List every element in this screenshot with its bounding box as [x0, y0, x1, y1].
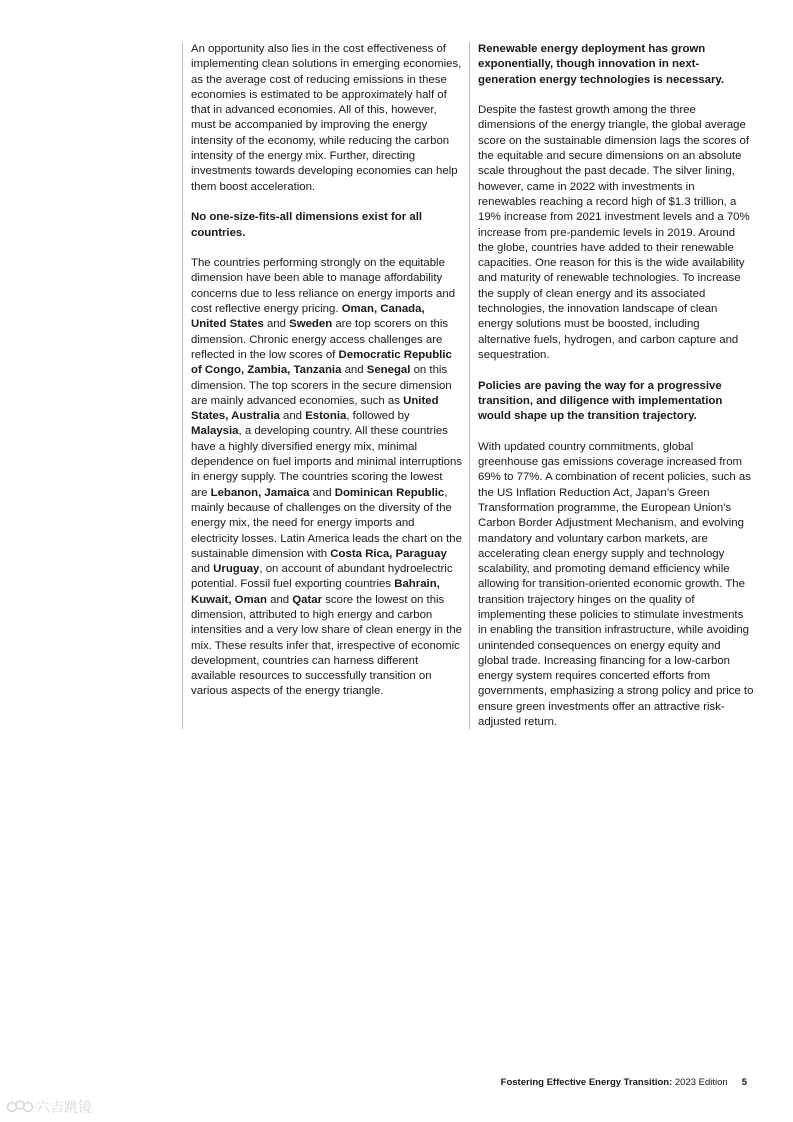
bold-country: Bahrain, Kuwait, Oman: [191, 578, 440, 606]
text-run: The countries performing strongly on the equitable dimension have been able to manage affordability concerns due to less reliance on energy imports and cost reflective energy pricing.: [191, 257, 456, 316]
bold-country: Qatar: [292, 593, 323, 606]
text-run: , followed by: [346, 410, 410, 423]
bold-country: Oman, Canada, United States: [191, 303, 425, 331]
footer-edition: 2023 Edition: [672, 1077, 728, 1088]
text-run: on this dimension. The top scorers in the secure dimension are mainly advanced economies, such as: [191, 364, 452, 407]
page-number: 5: [741, 1077, 747, 1088]
text-run: and: [191, 563, 214, 576]
left-paragraph-1: An opportunity also lies in the cost effectiveness of implementing clean solutions in emerging economies, as the average cost of reducing emissions in these economies is estimated to be approximately half of that in advanced economies. All of this, however, must be accompanied by improving the energy intensity of the economy, while reducing the carbon intensity of the energy mix. Further, directing investments towards developing economies can help them boost acceleration.: [191, 43, 462, 193]
watermark-text: 六吉跳镜: [36, 1100, 92, 1116]
watermark-logo-icon: [6, 1096, 106, 1118]
text-run: and: [266, 593, 293, 606]
text-run: , a developing country. All these countries have a highly diversified energy mix, minimal dependence on fuel imports and minimal interruptions in energy supply. The countries scoring the lowest are: [191, 425, 463, 499]
text-run: , on account of abundant hydroelectric potential. Fossil fuel exporting countries: [191, 563, 453, 591]
text-run: and: [263, 318, 290, 331]
right-paragraph-2: With updated country commitments, global greenhouse gas emissions coverage increased from 69% to 77%. A combination of recent policies, such as the US Inflation Reduction Act, Japan’s Green Transformation programme, the European Union’s Carbon Border Adjustment Mechanism, and evolving mandatory and voluntary carbon markets, are accelerating clean energy supply and technology scalability, and promoting demand efficiency while allowing for transition-oriented economic growth. The transition trajectory hinges on the quality of implementing these policies to stimulate investments in enabling the transition infrastructure, while avoiding unintended consequences on energy equity and global trade. Increasing financing for a low-carbon energy system requires concerted efforts from governments, emphasizing a strong policy and price to ensure green investments offer an attractive risk-adjusted return.: [478, 440, 754, 729]
bold-country: Dominican Republic: [334, 486, 445, 499]
right-paragraph-1: Despite the fastest growth among the three dimensions of the energy triangle, the global average score on the sustainable dimension lags the scores of the equitable and secure dimensions on an absolute scale throughout the past decade. The silver lining, however, came in 2022 with investments in renewables reaching a record high of $1.3 trillion, a 19% increase from 2021 investment levels and a 70% increase from pre-pandemic levels in 2019. Around the globe, countries have added to their renewable capacities. One reason for this is the wide availability and maturity of renewable technologies. To increase the supply of clean energy and its associated technologies, the innovation landscape of clean energy solutions must be boosted, including alternative fuels, hydrogen, and carbon capture and sequestration.: [478, 104, 750, 361]
text-run: score the lowest on this dimension, attributed to high energy and carbon intensities and a very low share of clean energy in the mix. These results infer that, irrespective of economic development, countries can harness different available resources to successfully transition on various aspects of the energy triangle.: [191, 593, 463, 698]
bold-country: Sweden: [289, 318, 333, 331]
text-run: and: [279, 410, 306, 423]
bold-country: Malaysia: [191, 425, 239, 438]
right-column: [469, 42, 754, 729]
bold-country: Estonia: [305, 410, 347, 423]
bold-country: Senegal: [366, 364, 411, 377]
bold-country: Costa Rica, Paraguay: [330, 547, 447, 560]
footer-report-title: Fostering Effective Energy Transition:: [500, 1077, 673, 1088]
left-column: [182, 42, 462, 729]
text-run: and: [309, 486, 335, 499]
bold-country: Uruguay: [213, 563, 260, 576]
bold-country: United States, Australia: [191, 394, 439, 423]
text-run: and: [341, 364, 367, 377]
bold-country: Democratic Republic of Congo, Zambia, Tanzania: [191, 348, 452, 377]
left-heading-1: No one-size-fits-all dimensions exist for all countries.: [191, 211, 423, 239]
left-paragraph-2: [191, 256, 462, 700]
bold-country: Lebanon, Jamaica: [210, 486, 310, 499]
right-heading-1: Renewable energy deployment has grown exponentially, though innovation in next-generation energy technologies is necessary.: [478, 43, 725, 86]
right-heading-2: Policies are paving the way for a progressive transition, and diligence with implementation would shape up the transition trajectory.: [478, 379, 723, 423]
page-footer: [501, 1077, 747, 1089]
text-run: are top scorers on this dimension. Chronic energy access challenges are reflected in the low scores of: [191, 318, 449, 361]
text-run: , mainly because of challenges on the diversity of the energy mix, the need for energy imports and electricity losses. Latin America leads the chart on the sustainable dimension with: [191, 486, 462, 560]
